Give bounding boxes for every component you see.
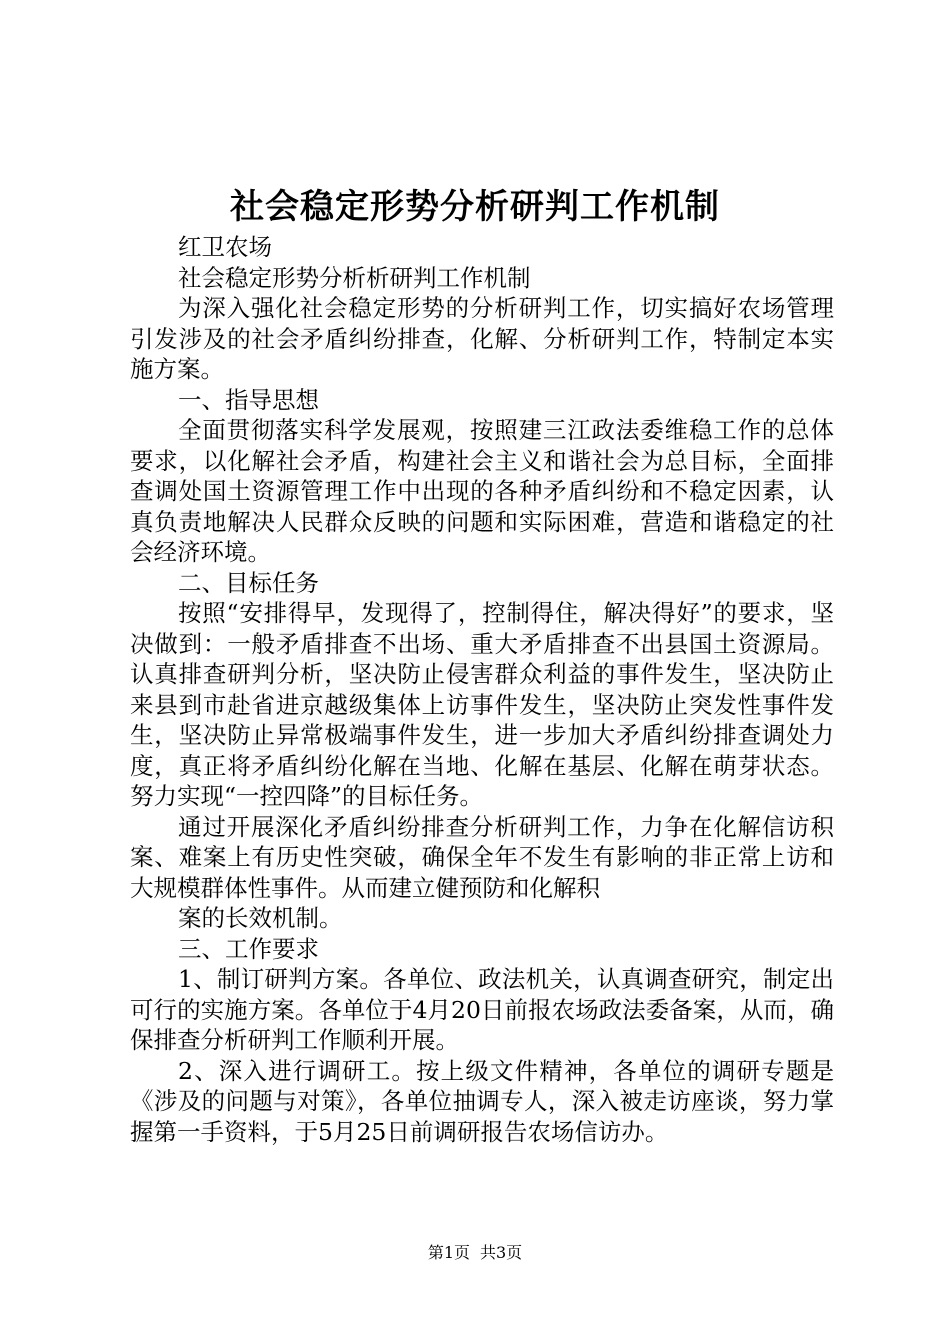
paragraph-organization: 红卫农场 [178,233,272,261]
document-title: 社会稳定形势分析研判工作机制 [230,187,720,227]
paragraph-requirement-2: 2、深入进行调研工。按上级文件精神，各单位的调研专题是《涉及的问题与对策》，各单位抽调专人，深入被走访座谈，努力掌握第一手资料，于5月25日前调研报告农场信访办。 [130,1056,834,1146]
paragraph-goals-continued: 通过开展深化矛盾纠纷排查分析研判工作，力争在化解信访积案、难案上有历史性突破，确保全年不发生有影响的非正常上访和大规模群体性事件。从而建立健预防和化解积 [130,812,834,902]
paragraph-goals: 按照“安排得早，发现得了，控制得住，解决得好”的要求，坚决做到：一般矛盾排查不出场、重大矛盾排查不出县国土资源局。认真排查研判分析，坚决防止侵害群众利益的事件发生，坚决防止来县到市赴省进京越级集体上访事件发生，坚决防止突发性事件发生，坚决防止异常极端事件发生，进一步加大矛盾纠纷排查调处力度，真正将矛盾纠纷化解在当地、化解在基层、化解在萌芽状态。努力实现“一控四降”的目标任务。 [130,599,834,810]
page-footer [0,1242,950,1264]
section-heading-goals: 二、目标任务 [178,568,319,597]
page-total: 共3页 [480,1243,523,1262]
paragraph-intro: 为深入强化社会稳定形势的分析研判工作，切实搞好农场管理引发涉及的社会矛盾纠纷排查，化解、分析研判工作，特制定本实施方案。 [130,294,834,383]
paragraph-requirement-1: 1、制订研判方案。各单位、政法机关，认真调查研究，制定出可行的实施方案。各单位于4月20日前报农场政法委备案，从而，确保排查分析研判工作顺利开展。 [130,965,834,1054]
paragraph-mechanism: 案的长效机制。 [178,904,343,932]
document-body [130,232,834,1147]
section-heading-requirements: 三、工作要求 [178,934,319,963]
section-heading-guiding-ideology: 一、指导思想 [178,385,319,414]
paragraph-guiding-ideology: 全面贯彻落实科学发展观，按照建三江政法委维稳工作的总体要求，以化解社会矛盾，构建社会主义和谐社会为总目标，全面排查调处国土资源管理工作中出现的各种矛盾纠纷和不稳定因素，认真负责地解决人民群众反映的问题和实际困难，营造和谐稳定的社会经济环境。 [130,416,834,566]
paragraph-subtitle: 社会稳定形势分析析研判工作机制 [178,263,531,292]
page-number: 第1页 [427,1243,470,1262]
